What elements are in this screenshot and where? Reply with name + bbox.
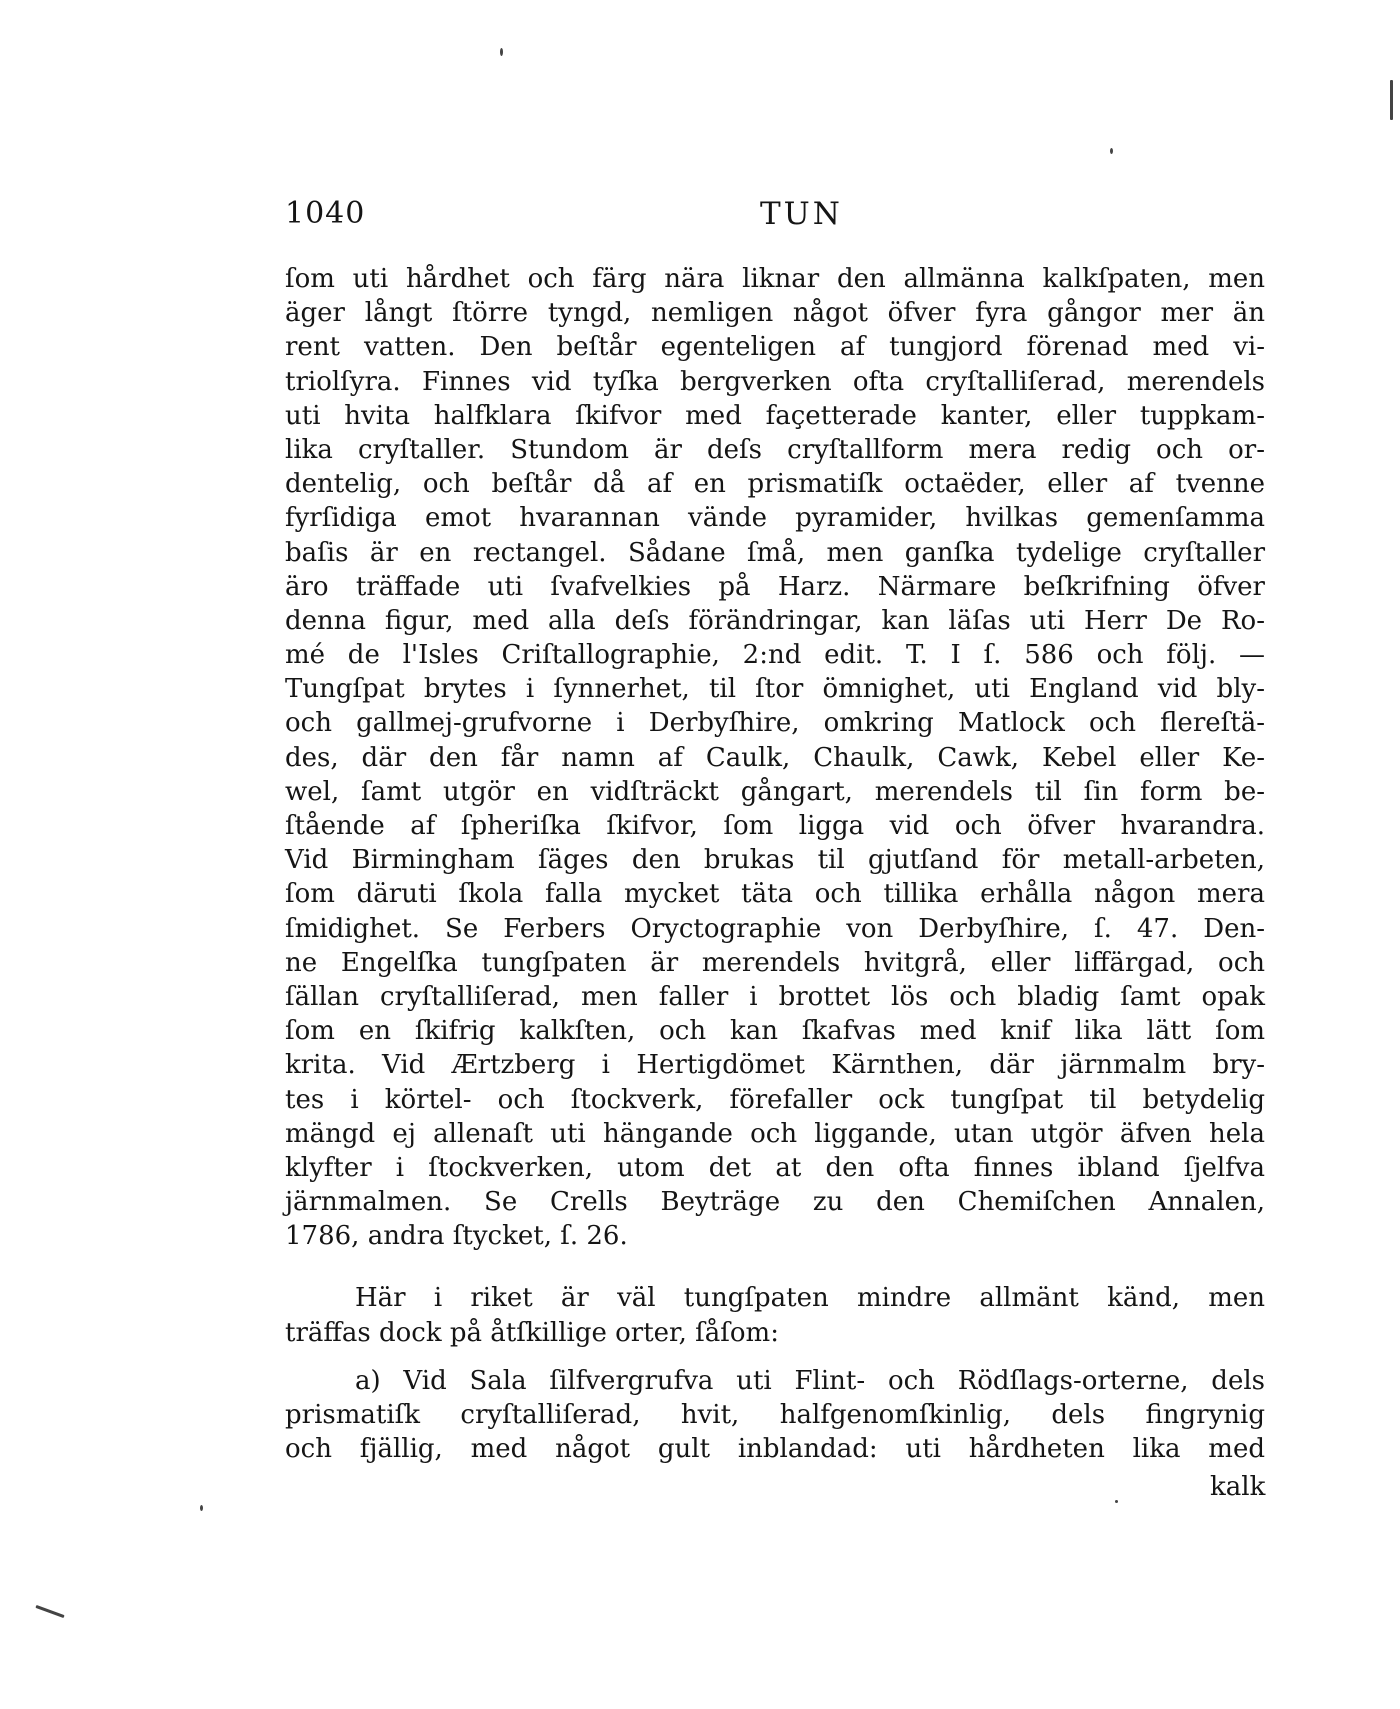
paragraph-2	[285, 1281, 1265, 1349]
text-line: äger långt ſtörre tyngd, nemligen något öfver fyra gångor mer än	[285, 298, 1265, 329]
text-line: rent vatten. Den beſtår egenteligen af tungjord förenad med vi-	[285, 332, 1265, 363]
paragraph-gap	[285, 1253, 1265, 1281]
text-line: tes i körtel- och ſtockverk, förefaller ock tungſpat til betydelig	[285, 1084, 1265, 1115]
text-line: och fjällig, med något gult inblandad: uti hårdheten lika med	[285, 1434, 1265, 1465]
text-line: denna figur, med alla deſs förändringar, kan läſas uti Herr De Ro-	[285, 605, 1265, 636]
text-line: baſis är en rectangel. Sådane ſmå, men ganſka tydelige cryſtaller	[285, 537, 1265, 568]
text-line: 1786, andra ſtycket, ſ. 26.	[285, 1221, 628, 1252]
text-line: järnmalmen. Se Crells Beyträge zu den Chemiſchen Annalen,	[285, 1187, 1265, 1218]
text-line: dentelig, och beſtår då af en prismatiſk octaëder, eller af tvenne	[285, 469, 1265, 500]
scan-speck	[35, 1605, 64, 1618]
text-line: krita. Vid Ærtzberg i Hertigdömet Kärnthen, där järnmalm bry-	[285, 1050, 1265, 1081]
text-line: ne Engelſka tungſpaten är merendels hvitgrå, eller liffärgad, och	[285, 947, 1265, 978]
text-line: ſtående af ſpheriſka ſkifvor, ſom ligga vid och öfver hvarandra.	[285, 811, 1265, 841]
text-line: fyrſidiga emot hvarannan vände pyramider, hvilkas gemenſamma	[285, 503, 1265, 534]
text-line: uti hvita halfklara ſkifvor med façetterade kanter, eller tuppkam-	[285, 400, 1265, 431]
body-text	[285, 262, 1265, 1466]
text-line: ſom uti hårdhet och färg nära liknar den allmänna kalkſpaten, men	[285, 264, 1265, 294]
text-line: ſällan cryſtalliſerad, men faller i brottet lös och bladig ſamt opak	[285, 981, 1265, 1012]
scan-speck	[1390, 80, 1393, 120]
text-line: äro träffade uti ſvafvelkies på Harz. Närmare beſkrifning öfver	[285, 571, 1265, 602]
text-line: a) Vid Sala ſilfvergrufva uti Flint- och Rödſlags-orterne, dels	[355, 1365, 1265, 1396]
running-head: TUN	[760, 196, 843, 232]
page-number: 1040	[285, 196, 366, 231]
paragraph-gap	[285, 1350, 1265, 1364]
text-line: ſom däruti ſkola falla mycket täta och tillika erhålla någon mera	[285, 879, 1265, 910]
text-line: klyfter i ſtockverken, utom det at den ofta finnes ibland ſjelfva	[285, 1152, 1265, 1183]
text-line: och gallmej-grufvorne i Derbyſhire, omkring Matlock och flereſtä-	[285, 708, 1265, 739]
text-line: wel, ſamt utgör en vidſträckt gångart, merendels til ſin form be-	[285, 776, 1265, 807]
text-line: triolſyra. Finnes vid tyſka bergverken ofta cryſtalliſerad, merendels	[285, 366, 1265, 397]
text-line: lika cryſtaller. Stundom är deſs cryſtallform mera redig och or-	[285, 434, 1265, 465]
text-line: ſmidighet. Se Ferbers Oryctographie von Derbyſhire, ſ. 47. Den-	[285, 913, 1265, 944]
text-line: träffas dock på åtſkillige orter, ſåſom:	[285, 1317, 779, 1348]
text-line: Här i riket är väl tungſpaten mindre allmänt känd, men	[355, 1283, 1265, 1314]
text-line: mängd ej allenaſt uti hängande och liggande, utan utgör äfven hela	[285, 1118, 1265, 1149]
page-header	[285, 196, 1275, 240]
scan-speck	[1115, 1500, 1118, 1503]
scan-speck	[1110, 148, 1113, 154]
catchword: kalk	[1210, 1472, 1266, 1502]
text-line: mé de l'Isles Criſtallographie, 2:nd edit. T. I ſ. 586 och följ. —	[285, 640, 1265, 671]
paragraph-1	[285, 262, 1265, 1253]
text-line: ſom en ſkifrig kalkſten, och kan ſkafvas med knif lika lätt ſom	[285, 1016, 1265, 1047]
text-line: Tungſpat brytes i ſynnerhet, til ſtor ömnighet, uti England vid bly-	[285, 674, 1265, 705]
scan-speck	[500, 48, 503, 56]
paragraph-3	[285, 1364, 1265, 1467]
text-line: Vid Birmingham ſäges den brukas til gjutſand för metall-arbeten,	[285, 845, 1265, 876]
scan-speck	[200, 1505, 203, 1511]
text-line: des, där den får namn af Caulk, Chaulk, Cawk, Kebel eller Ke-	[285, 742, 1265, 773]
text-line: prismatiſk cryſtalliſerad, hvit, halfgenomſkinlig, dels fingrynig	[285, 1400, 1265, 1430]
